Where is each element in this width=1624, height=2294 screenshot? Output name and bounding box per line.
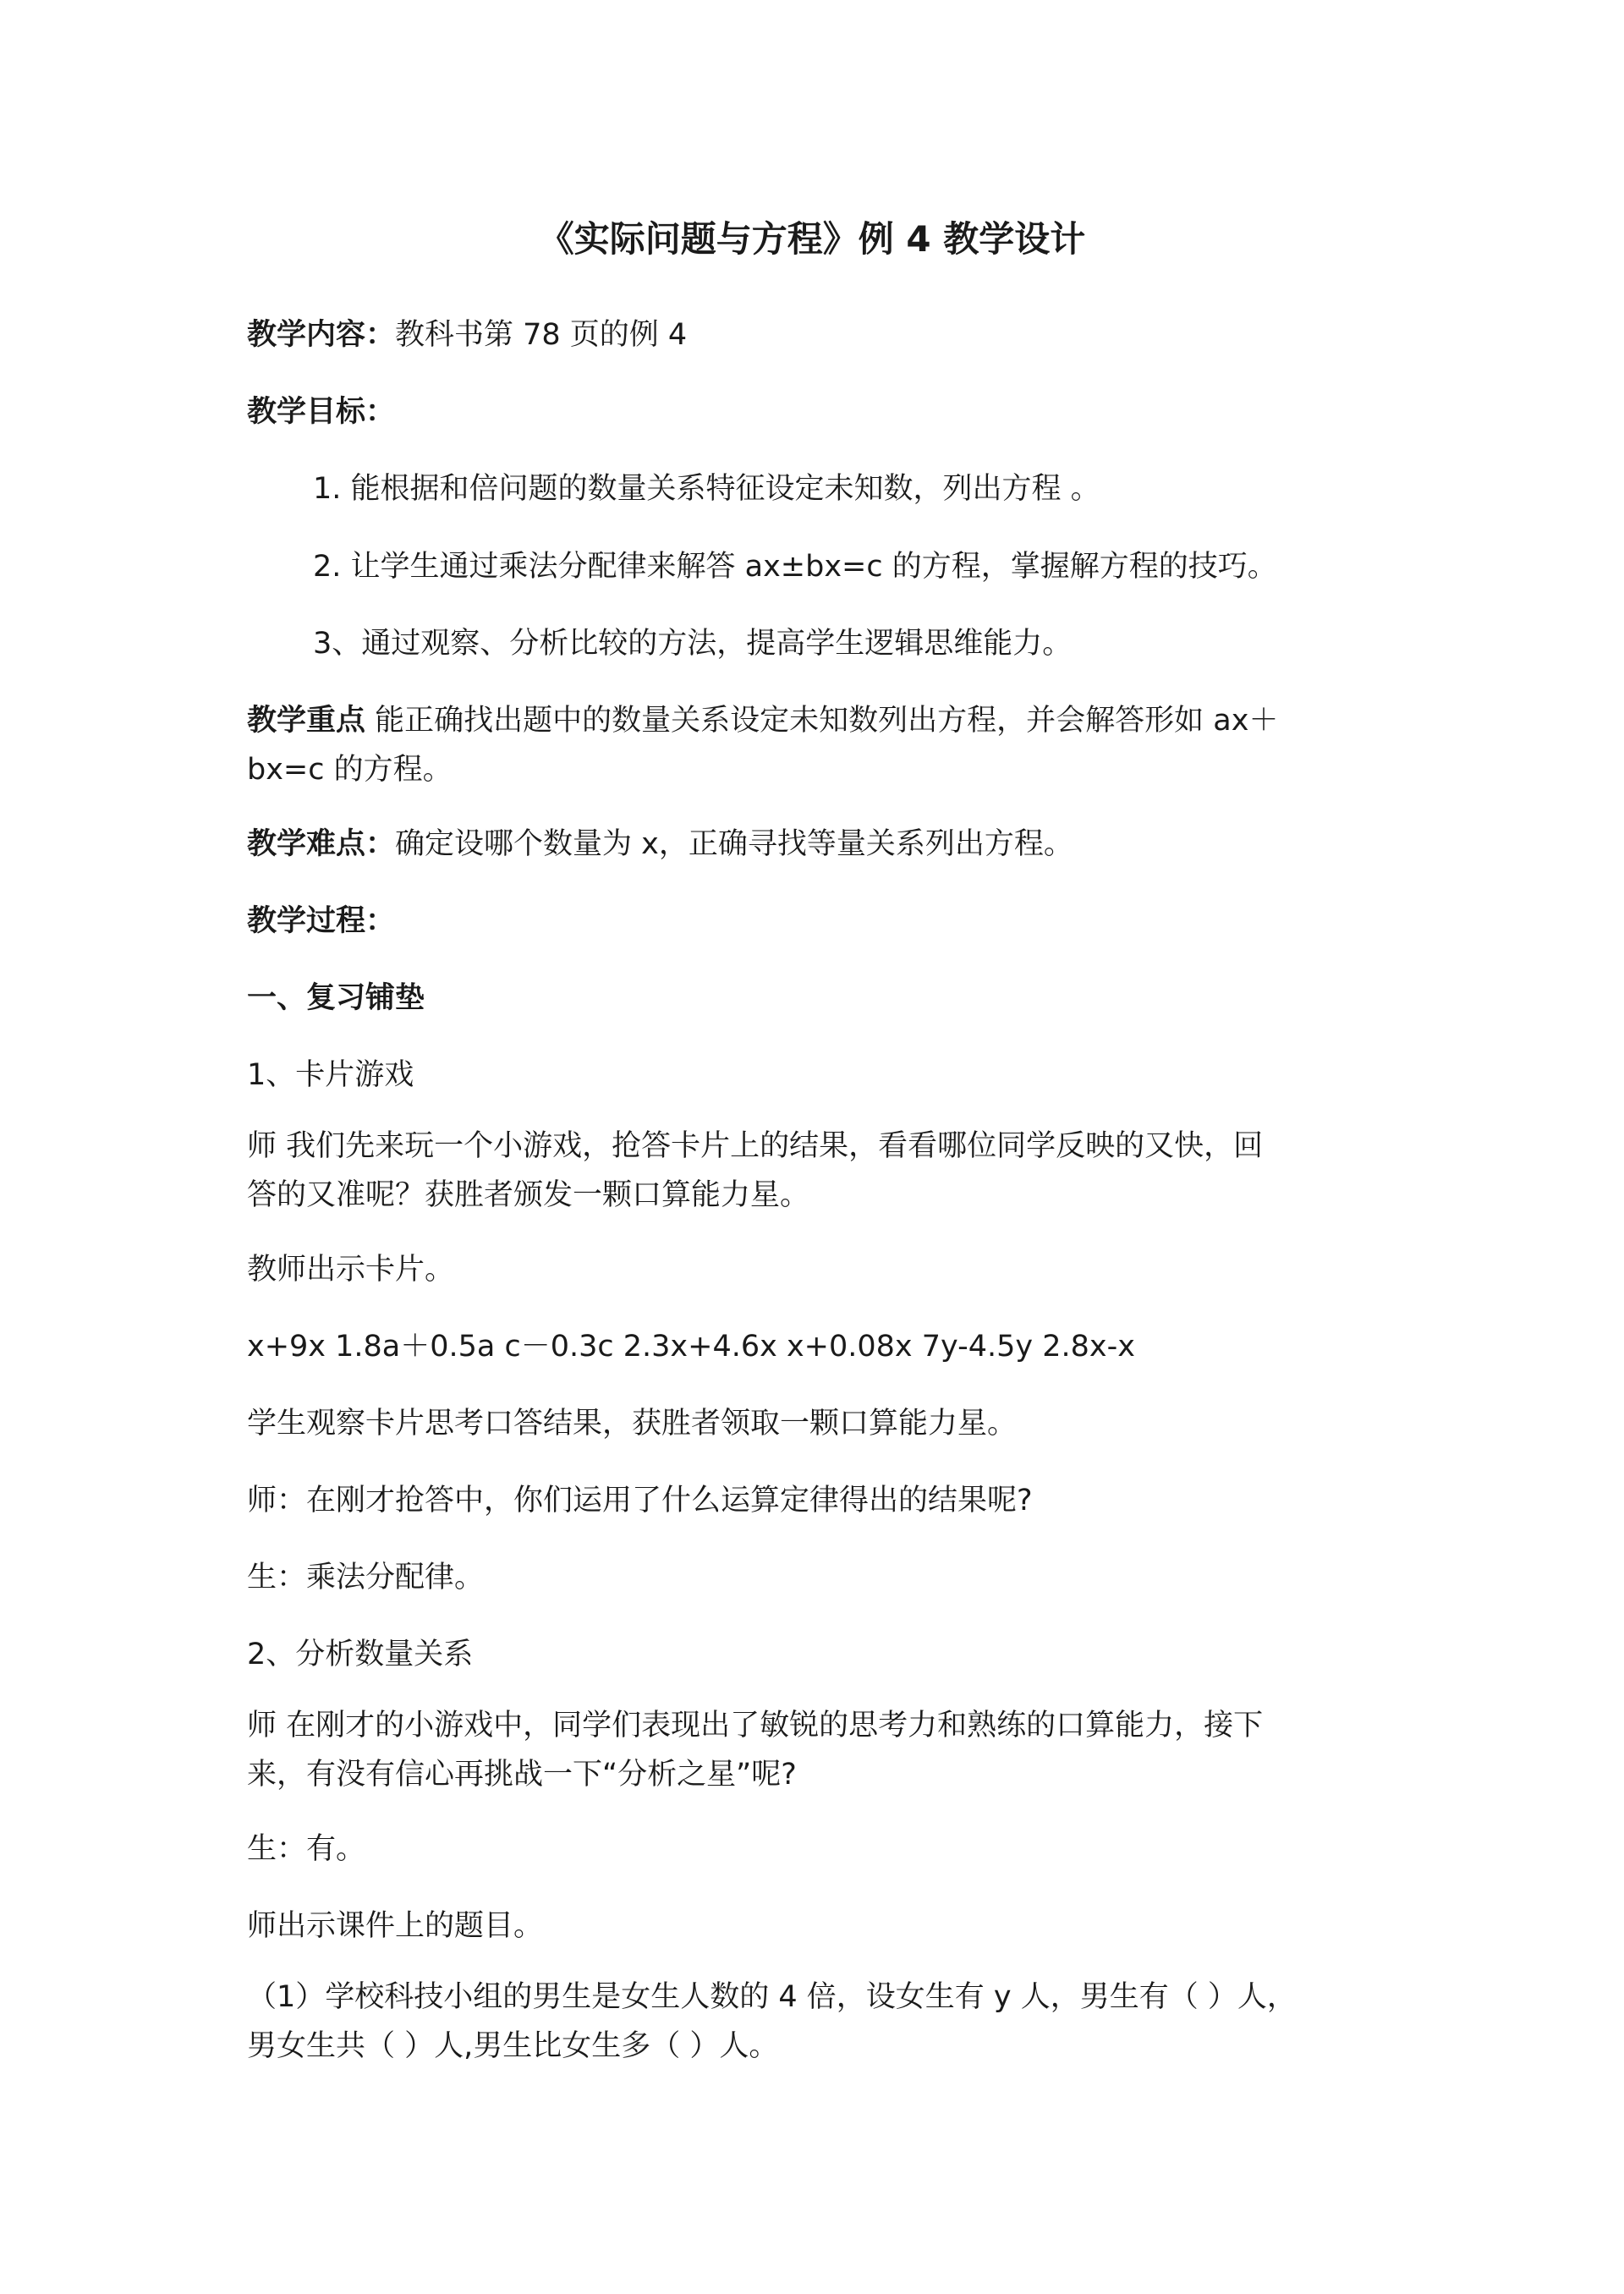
teaching-key-line-1 <box>247 695 1278 746</box>
paragraph-teacher-game-1: 师 我们先来玩一个小游戏，抢答卡片上的结果，看看哪位同学反映的又快，回 <box>247 1129 1264 1163</box>
teaching-content-line <box>247 310 687 360</box>
document-title: 《实际问题与方程》例 4 教学设计 <box>538 218 1086 260</box>
teaching-objectives-label: 教学目标： <box>247 395 396 429</box>
paragraph-student-yes: 生：有。 <box>247 1832 366 1866</box>
teaching-key-text-1: 能正确找出题中的数量关系设定未知数列出方程，并会解答形如 ax＋ <box>375 704 1279 738</box>
teaching-difficulty-label: 教学难点： <box>247 827 396 861</box>
teaching-key-line-2: bx=c 的方程。 <box>247 753 453 787</box>
section-heading-review: 一、复习铺垫 <box>247 981 425 1015</box>
paragraph-teacher-question: 师：在刚才抢答中，你们运用了什么运算定律得出的结果呢? <box>247 1484 1033 1517</box>
paragraph-show-cards: 教师出示卡片。 <box>247 1253 455 1287</box>
objective-item-1: 1. 能根据和倍问题的数量关系特征设定未知数，列出方程 。 <box>313 472 1100 506</box>
paragraph-teacher-challenge-1: 师 在刚才的小游戏中，同学们表现出了敏锐的思考力和熟练的口算能力，接下 <box>247 1709 1264 1742</box>
teaching-process-label: 教学过程： <box>247 904 396 938</box>
objective-item-3: 3、通过观察、分析比较的方法，提高学生逻辑思维能力。 <box>313 627 1073 661</box>
paragraph-student-answer: 生：乘法分配律。 <box>247 1561 485 1594</box>
card-expressions: x+9x 1.8a＋0.5a c－0.3c 2.3x+4.6x x+0.08x 7y-4.5y 2.8x-x <box>247 1330 1135 1364</box>
objective-item-2: 2. 让学生通过乘法分配律来解答 ax±bx=c 的方程，掌握解方程的技巧。 <box>313 550 1277 584</box>
problem-1-line-1: （1）学校科技小组的男生是女生人数的 4 倍，设女生有 y 人，男生有（ ）人， <box>247 1980 1297 2014</box>
paragraph-teacher-game-2: 答的又准呢？获胜者颁发一颗口算能力星。 <box>247 1178 810 1212</box>
item-card-game: 1、卡片游戏 <box>247 1058 414 1092</box>
teaching-difficulty-line <box>247 819 1073 870</box>
paragraph-teacher-challenge-2: 来，有没有信心再挑战一下“分析之星”呢? <box>247 1758 797 1792</box>
paragraph-students-answer: 学生观察卡片思考口答结果，获胜者领取一颗口算能力星。 <box>247 1407 1018 1441</box>
problem-1-line-2: 男女生共（ ）人,男生比女生多（ ）人。 <box>247 2029 779 2063</box>
teaching-difficulty-value: 确定设哪个数量为 x，正确寻找等量关系列出方程。 <box>395 827 1073 861</box>
teaching-content-label: 教学内容： <box>247 318 396 352</box>
teaching-key-label: 教学重点 <box>247 704 366 738</box>
teaching-content-value: 教科书第 78 页的例 4 <box>395 318 688 352</box>
paragraph-show-problem: 师出示课件上的题目。 <box>247 1909 544 1943</box>
item-analyze-quantities: 2、分析数量关系 <box>247 1638 474 1671</box>
